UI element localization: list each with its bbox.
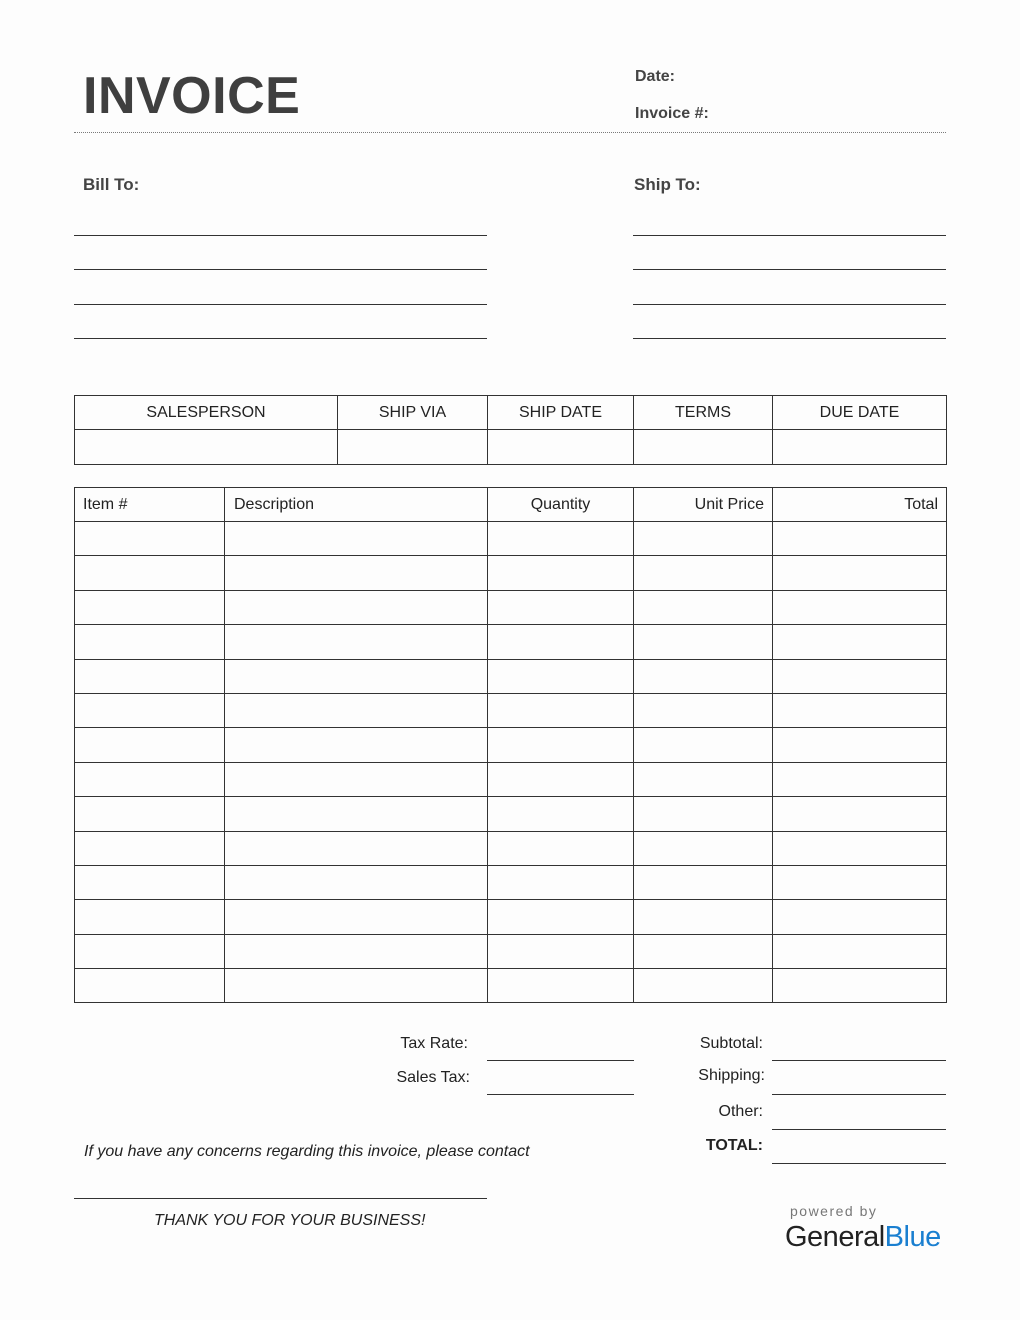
total-cell[interactable] [773,969,947,1003]
tax-rate-label: Tax Rate: [400,1035,468,1052]
total-cell[interactable] [773,934,947,968]
description-cell[interactable] [225,900,488,934]
item-number-cell[interactable] [75,625,225,659]
description-cell[interactable] [225,728,488,762]
total-field[interactable] [772,1163,946,1164]
item-number-cell[interactable] [75,934,225,968]
total-cell[interactable] [773,693,947,727]
quantity-cell[interactable] [488,900,634,934]
item-number-cell[interactable] [75,728,225,762]
item-number-cell[interactable] [75,900,225,934]
table-row [75,728,947,762]
total-label: TOTAL: [705,1137,763,1154]
ship-to-line[interactable] [633,269,946,270]
ship-to-line[interactable] [633,304,946,305]
unit-price-cell[interactable] [634,590,773,624]
logo-brand-part1: General [785,1221,885,1253]
total-cell[interactable] [773,831,947,865]
table-row [75,522,947,556]
line-items-table [74,487,947,1003]
quantity-cell[interactable] [488,625,634,659]
header-divider [74,132,946,133]
quantity-cell[interactable] [488,590,634,624]
description-cell[interactable] [225,590,488,624]
column-header: TERMS [634,396,773,430]
description-cell[interactable] [225,556,488,590]
quantity-cell[interactable] [488,865,634,899]
item-number-cell[interactable] [75,659,225,693]
item-number-cell[interactable] [75,522,225,556]
unit-price-cell[interactable] [634,865,773,899]
unit-price-cell[interactable] [634,934,773,968]
table-row [75,831,947,865]
column-header: Unit Price [634,488,773,522]
unit-price-cell[interactable] [634,625,773,659]
unit-price-cell[interactable] [634,900,773,934]
table-row [75,762,947,796]
unit-price-cell[interactable] [634,797,773,831]
tax-rate-field[interactable] [487,1060,634,1061]
table-row [75,865,947,899]
ship-to-line[interactable] [633,235,946,236]
column-header: SALESPERSON [75,396,338,430]
concerns-text: If you have any concerns regarding this invoice, please contact [84,1143,530,1160]
unit-price-cell[interactable] [634,969,773,1003]
description-cell[interactable] [225,659,488,693]
item-number-cell[interactable] [75,969,225,1003]
terms-cell[interactable] [634,430,773,465]
item-number-cell[interactable] [75,762,225,796]
quantity-cell[interactable] [488,762,634,796]
total-cell[interactable] [773,590,947,624]
item-number-cell[interactable] [75,831,225,865]
subtotal-label: Subtotal: [699,1035,763,1052]
total-cell[interactable] [773,900,947,934]
column-header: Quantity [488,488,634,522]
ship-to-label: Ship To: [634,175,701,194]
description-cell[interactable] [225,831,488,865]
total-cell[interactable] [773,728,947,762]
quantity-cell[interactable] [488,969,634,1003]
bill-to-line[interactable] [74,304,487,305]
table-row [75,625,947,659]
total-cell[interactable] [773,865,947,899]
bill-to-line[interactable] [74,269,487,270]
item-number-cell[interactable] [75,590,225,624]
table-row [75,556,947,590]
unit-price-cell[interactable] [634,522,773,556]
description-cell[interactable] [225,969,488,1003]
total-cell[interactable] [773,762,947,796]
column-header: Item # [75,488,225,522]
unit-price-cell[interactable] [634,693,773,727]
quantity-cell[interactable] [488,934,634,968]
column-header: SHIP VIA [338,396,488,430]
ship-to-line[interactable] [633,338,946,339]
quantity-cell[interactable] [488,693,634,727]
subtotal-field[interactable] [772,1060,946,1061]
shipping-label: Shipping: [698,1067,765,1084]
table-row [75,430,947,465]
ship-date-cell[interactable] [488,430,634,465]
ship-via-cell[interactable] [338,430,488,465]
total-cell[interactable] [773,659,947,693]
quantity-cell[interactable] [488,797,634,831]
unit-price-cell[interactable] [634,728,773,762]
table-row [75,659,947,693]
total-cell[interactable] [773,625,947,659]
total-cell[interactable] [773,556,947,590]
column-header: Description [225,488,488,522]
unit-price-cell[interactable] [634,659,773,693]
table-row [75,797,947,831]
table-row [75,590,947,624]
invoice-number-label: Invoice #: [635,105,709,122]
powered-by-text: powered by [790,1203,878,1219]
shipping-info-table [74,395,947,465]
table-row [75,934,947,968]
unit-price-cell[interactable] [634,831,773,865]
invoice-title: INVOICE [83,67,301,125]
other-field[interactable] [772,1129,946,1130]
quantity-cell[interactable] [488,831,634,865]
bill-to-label: Bill To: [83,175,140,194]
item-number-cell[interactable] [75,797,225,831]
table-row [75,900,947,934]
quantity-cell[interactable] [488,659,634,693]
sales-tax-field[interactable] [487,1094,634,1095]
unit-price-cell[interactable] [634,556,773,590]
thank-you-text: THANK YOU FOR YOUR BUSINESS! [154,1212,426,1229]
description-cell[interactable] [225,865,488,899]
description-cell[interactable] [225,762,488,796]
description-cell[interactable] [225,797,488,831]
quantity-cell[interactable] [488,556,634,590]
due-date-cell[interactable] [773,430,947,465]
contact-line[interactable] [74,1198,487,1199]
column-header: DUE DATE [773,396,947,430]
description-cell[interactable] [225,625,488,659]
quantity-cell[interactable] [488,728,634,762]
description-cell[interactable] [225,934,488,968]
description-cell[interactable] [225,693,488,727]
shipping-field[interactable] [772,1094,946,1095]
item-number-cell[interactable] [75,865,225,899]
sales-tax-label: Sales Tax: [396,1069,470,1086]
unit-price-cell[interactable] [634,762,773,796]
item-number-cell[interactable] [75,556,225,590]
logo-brand-part2: Blue [884,1221,941,1253]
other-label: Other: [718,1103,763,1120]
total-cell[interactable] [773,522,947,556]
items-header-row [75,488,947,522]
item-number-cell[interactable] [75,693,225,727]
bill-to-line[interactable] [74,235,487,236]
column-header: Total [773,488,947,522]
bill-to-line[interactable] [74,338,487,339]
description-cell[interactable] [225,522,488,556]
column-header: SHIP DATE [488,396,634,430]
generalblue-logo [785,1221,941,1254]
salesperson-cell[interactable] [75,430,338,465]
table-row [75,969,947,1003]
total-cell[interactable] [773,797,947,831]
quantity-cell[interactable] [488,522,634,556]
date-label: Date: [635,68,676,85]
table-row [75,693,947,727]
